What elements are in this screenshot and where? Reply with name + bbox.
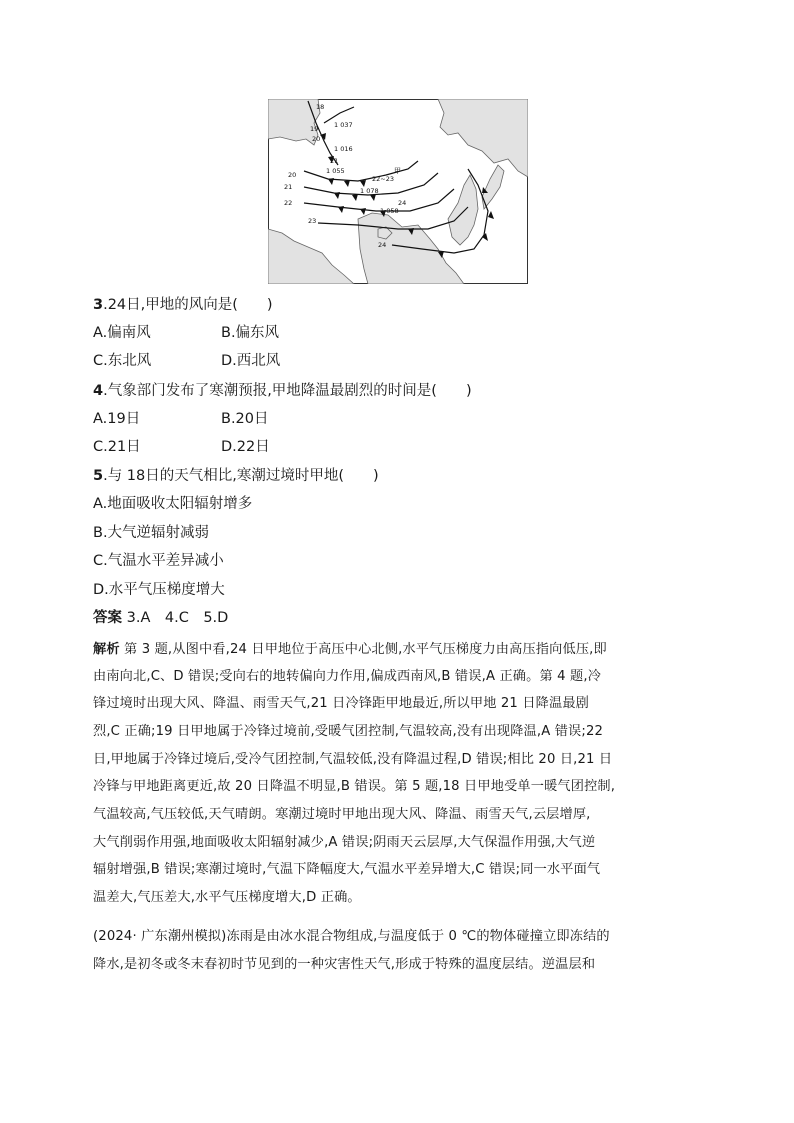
explanation-line-8: 大气削弱作用强,地面吸收太阳辐射减少,A 错误;阴雨天云层厚,大气保温作用强,大气逆 (93, 835, 596, 850)
question-3-option-a: A.偏南风 (93, 325, 151, 341)
answer-label: 答案 (93, 610, 122, 626)
explanation-line-4: 烈,C 正确;19 日甲地属于冷锋过境前,受暖气团控制,气温较高,没有出现降温,A 错误;22 (93, 724, 604, 739)
map-label-24: 24 (378, 241, 387, 249)
isobar-1055: 1 055 (326, 167, 345, 175)
question-4-option-b: B.20日 (221, 411, 269, 427)
answer-line (93, 608, 228, 628)
question-3-number: 3 (93, 297, 104, 313)
map-label-23: 23 (308, 217, 317, 225)
question-4 (93, 381, 472, 401)
question-3-option-d: D.西北风 (221, 353, 281, 369)
question-4-number: 4 (93, 383, 104, 399)
question-4-option-a: A.19日 (93, 411, 141, 427)
explanation-label: 解析 (93, 642, 120, 657)
question-5-text: .与 18日的天气相比,寒潮过境时甲地( ) (103, 468, 379, 484)
question-5-option-c: C.气温水平差异减小 (93, 553, 224, 569)
map-label-22-23: 22~23 (372, 175, 394, 183)
map-label-18: 18 (316, 103, 325, 111)
isobar-1037: 1 037 (334, 121, 353, 129)
question-4-text: .气象部门发布了寒潮预报,甲地降温最剧烈的时间是( ) (103, 383, 472, 399)
question-3 (93, 295, 273, 315)
map-label-20: 20 (288, 171, 297, 179)
question-5-option-a: A.地面吸收太阳辐射增多 (93, 496, 253, 512)
explanation-line-6: 冷锋与甲地距离更近,故 20 日降温不明显,B 错误。第 5 题,18 日甲地受单一暖气团控制, (93, 779, 616, 794)
question-4-option-c: C.21日 (93, 439, 141, 455)
map-label-24b: 24 (398, 199, 407, 207)
next-passage-line-1: (2024· 广东潮州模拟)冻雨是由冰水混合物组成,与温度低于 0 ℃的物体碰撞立即冻结的 (93, 929, 610, 944)
explanation-line-9: 辐射增强,B 错误;寒潮过境时,气温下降幅度大,气温水平差异增大,C 错误;同一水平面气 (93, 862, 601, 877)
explanation-line-5: 日,甲地属于冷锋过境后,受冷气团控制,气温较低,没有降温过程,D 错误;相比 20 日,21 日 (93, 752, 613, 767)
next-passage-line-2: 降水,是初冬或冬末春初时节见到的一种灾害性天气,形成于特殊的温度层结。逆温层和 (93, 957, 596, 972)
isobar-1016: 1 016 (334, 145, 353, 153)
explanation-line-10: 温差大,气压差大,水平气压梯度增大,D 正确。 (93, 890, 361, 905)
map-label-19: 19 (310, 125, 319, 133)
place-jia: 甲 (394, 167, 401, 175)
map-label-21a: 21 (330, 157, 339, 165)
explanation-text-1: 第 3 题,从图中看,24 日甲地位于高压中心北侧,水平气压梯度力由高压指向低压,即 (119, 642, 607, 657)
map-svg (268, 99, 528, 284)
explanation-line-7: 气温较高,气压较低,天气晴朗。寒潮过境时甲地出现大风、降温、雨雪天气,云层增厚, (93, 807, 591, 822)
question-5-option-b: B.大气逆辐射减弱 (93, 525, 210, 541)
question-3-option-c: C.东北风 (93, 353, 152, 369)
explanation-line-1 (93, 640, 607, 660)
map-label-21: 21 (284, 183, 293, 191)
isobar-1078: 1 078 (360, 187, 379, 195)
map-label-22: 22 (284, 199, 293, 207)
question-3-option-b: B.偏东风 (221, 325, 280, 341)
cold-wave-map (268, 99, 528, 284)
question-4-option-d: D.22日 (221, 439, 270, 455)
question-5 (93, 466, 379, 486)
question-3-text: .24日,甲地的风向是( ) (103, 297, 273, 313)
question-5-option-d: D.水平气压梯度增大 (93, 582, 225, 598)
question-5-number: 5 (93, 468, 104, 484)
explanation-line-3: 锋过境时出现大风、降温、雨雪天气,21 日冷锋距甲地最近,所以甲地 21 日降温最剧 (93, 696, 590, 711)
explanation-line-2: 由南向北,C、D 错误;受向右的地转偏向力作用,偏成西南风,B 错误,A 正确。第 4 题,冷 (93, 669, 602, 684)
isobar-1058: 1 058 (380, 207, 399, 215)
map-label-20a: 20 (312, 135, 321, 143)
answer-text: 3.A 4.C 5.D (122, 610, 229, 626)
